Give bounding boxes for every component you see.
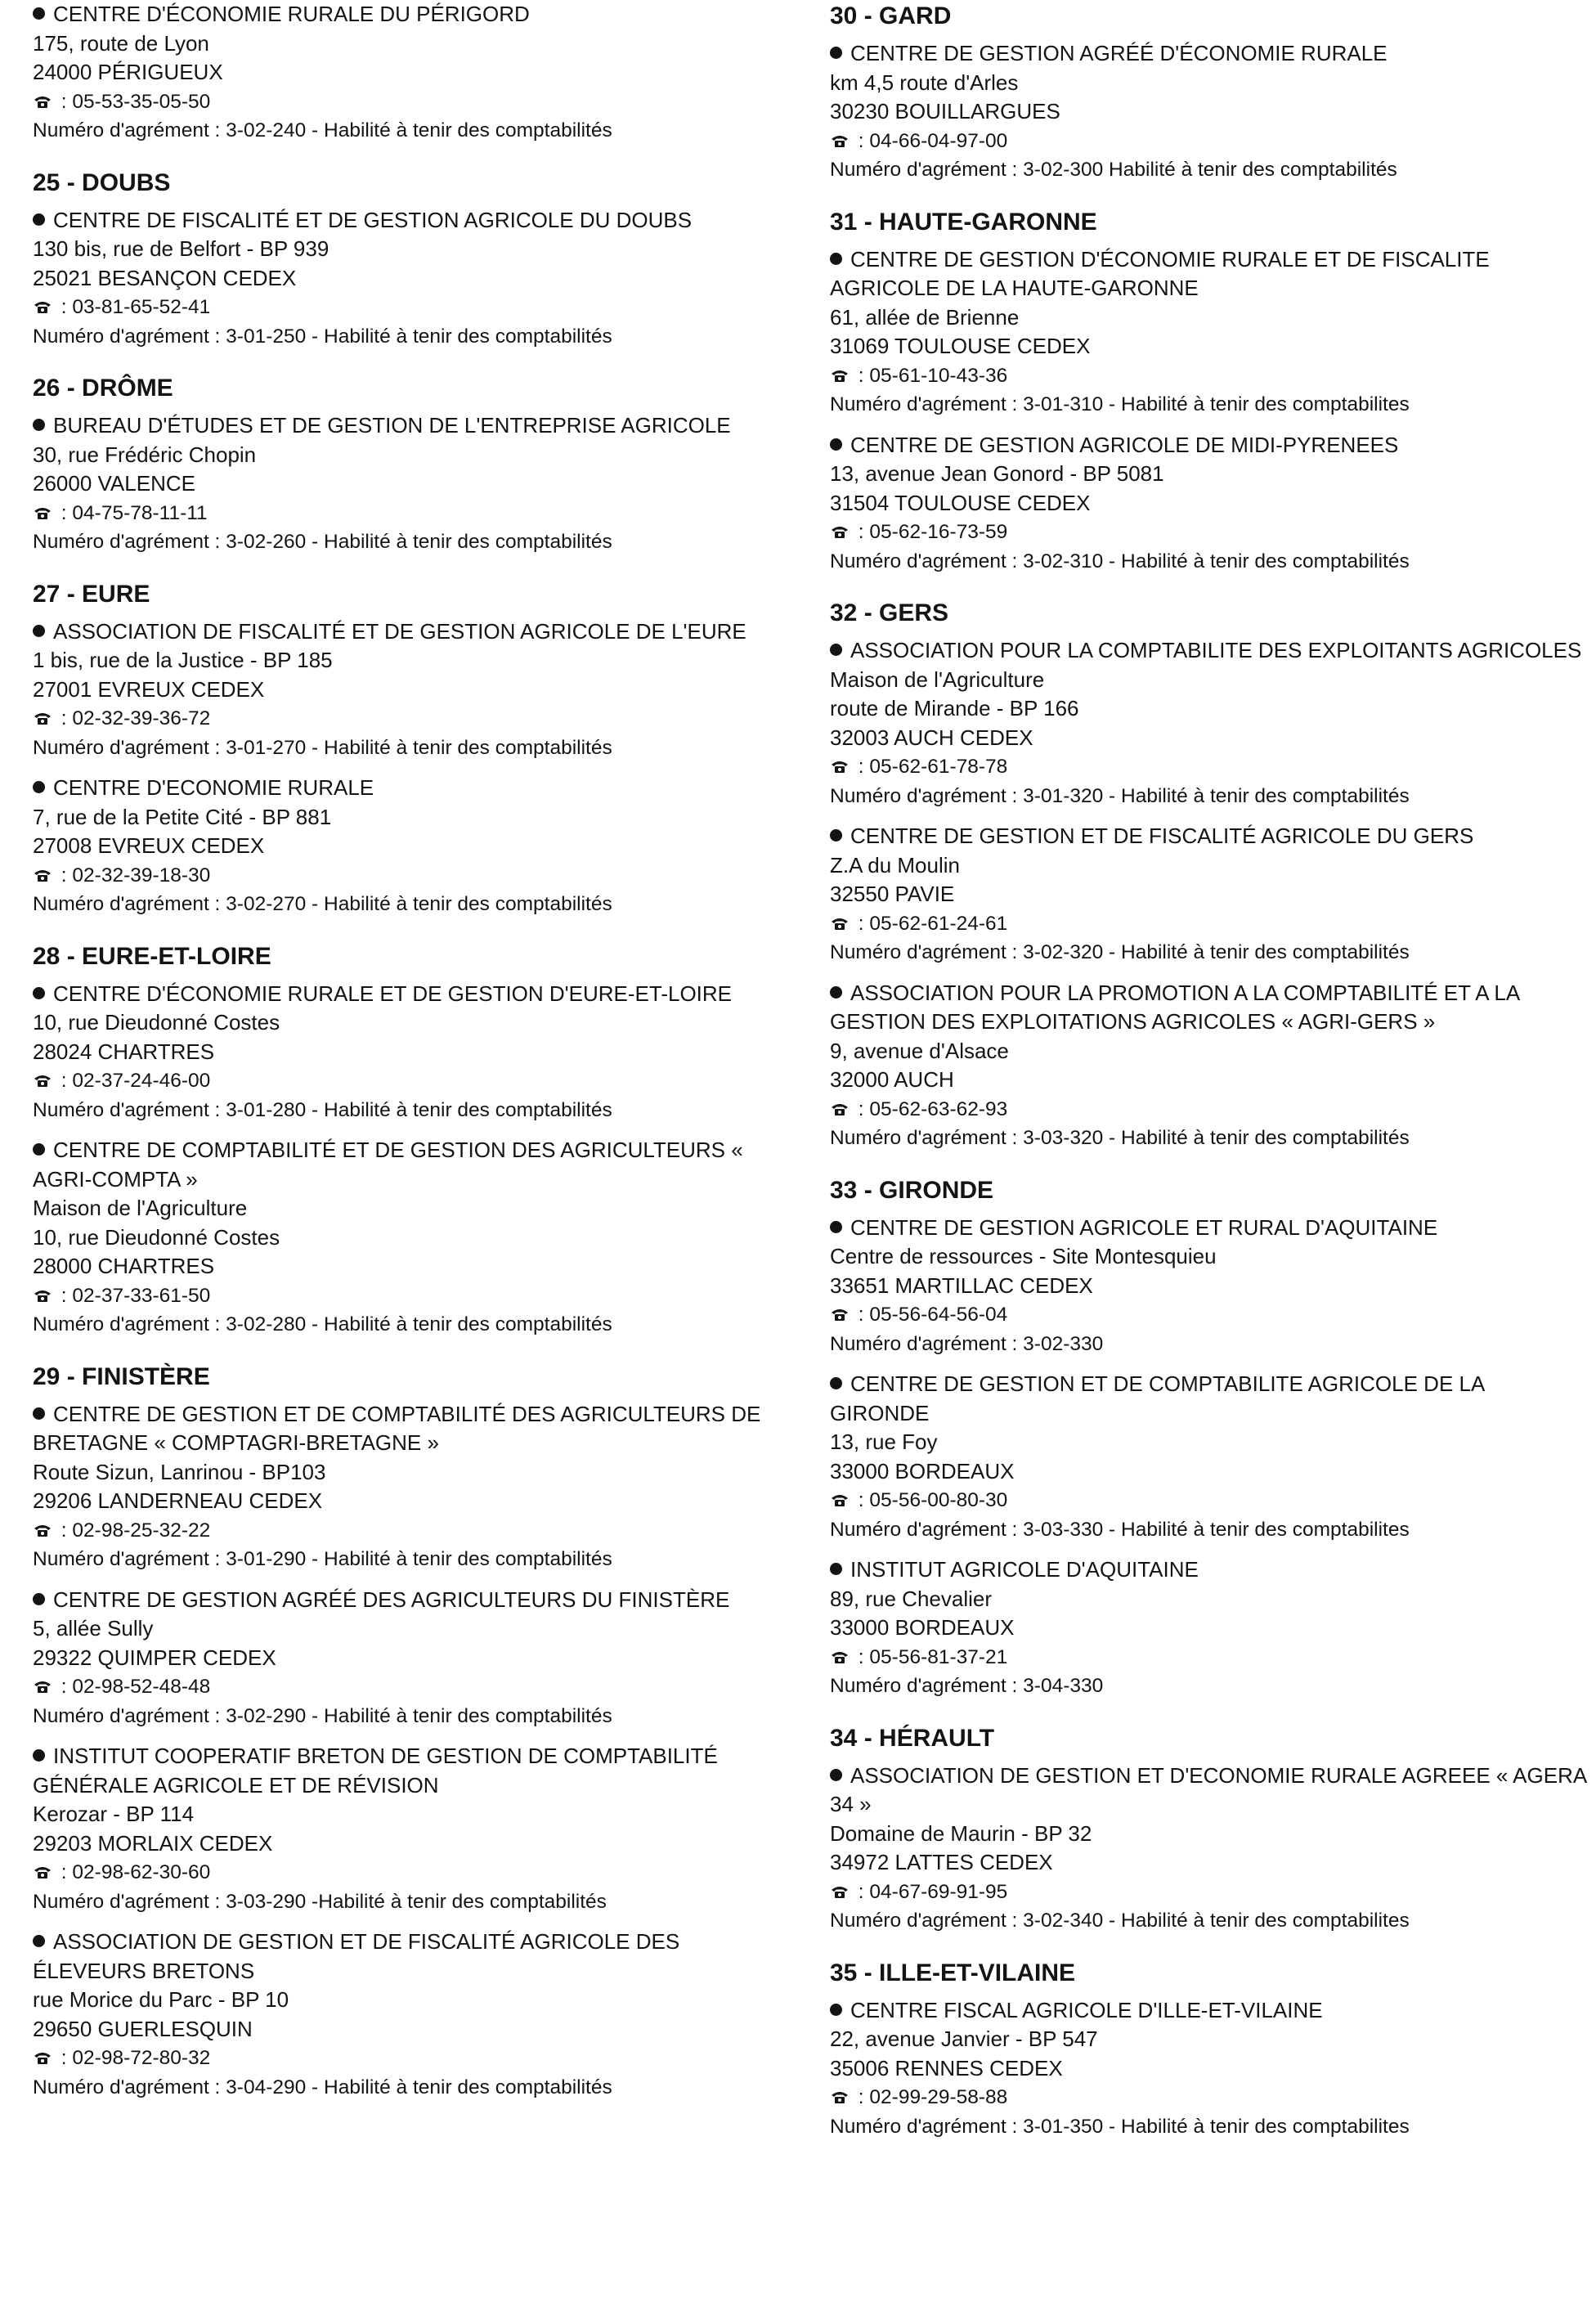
department-heading: 27 - EURE <box>33 580 150 608</box>
address-line: 175, route de Lyon <box>33 30 209 56</box>
telephone-icon <box>33 1865 52 1879</box>
organization-entry <box>33 411 797 557</box>
organization-entry <box>33 1136 797 1340</box>
address-line: 32000 AUCH <box>830 1067 954 1092</box>
telephone-icon <box>830 1493 850 1507</box>
organization-name-line <box>33 0 797 29</box>
organization-name: CENTRE D'ÉCONOMIE RURALE ET DE GESTION D'EURE-ET-LOIRE <box>53 981 733 1006</box>
organization-name-line <box>33 1742 797 1800</box>
phone-line <box>830 909 1586 939</box>
agrement-line: Numéro d'agrément : 3-02-240 - Habilité à tenir des comptabilités <box>33 119 612 141</box>
organization-entry <box>830 979 1586 1153</box>
organization-name: ASSOCIATION POUR LA PROMOTION A LA COMPTABILITÉ ET A LA GESTION DES EXPLOITATIONS AGRICOLES « AGRI-GERS » <box>830 980 1519 1034</box>
department-section <box>830 0 1586 185</box>
organization-entry <box>33 617 797 763</box>
agrement-line: Numéro d'agrément : 3-03-330 - Habilité à tenir des comptabilites <box>830 1518 1410 1541</box>
organization-name: ASSOCIATION POUR LA COMPTABILITE DES EXPLOITANTS AGRICOLES <box>850 638 1582 662</box>
address-line: 130 bis, rue de Belfort - BP 939 <box>33 236 330 261</box>
organization-name: CENTRE DE GESTION AGRÉÉ DES AGRICULTEURS DU FINISTÈRE <box>53 1587 730 1612</box>
organization-name-line <box>830 979 1586 1037</box>
phone-number: : 02-98-52-48-48 <box>56 1676 211 1698</box>
organization-entry <box>33 774 797 919</box>
organization-entry <box>33 1928 797 2102</box>
organization-entry <box>33 1742 797 1916</box>
agrement-line: Numéro d'agrément : 3-04-290 - Habilité à tenir des comptabilités <box>33 2076 612 2098</box>
department-section <box>830 1174 1586 1701</box>
address-line: 25021 BESANÇON CEDEX <box>33 265 297 290</box>
phone-number: : 04-67-69-91-95 <box>853 1880 1008 1903</box>
agrement-line: Numéro d'agrément : 3-02-260 - Habilité à tenir des comptabilités <box>33 531 612 553</box>
organization-name: CENTRE FISCAL AGRICOLE D'ILLE-ET-VILAINE <box>850 1997 1323 2022</box>
organization-entry <box>830 1214 1586 1359</box>
bullet-icon <box>830 829 842 842</box>
bullet-icon <box>830 644 842 656</box>
phone-line <box>830 1486 1586 1515</box>
phone-line <box>33 499 797 528</box>
address-line: 33000 BORDEAUX <box>830 1458 1015 1483</box>
organization-name-line <box>830 1762 1586 1820</box>
department-heading: 31 - HAUTE-GARONNE <box>830 208 1097 236</box>
address-block <box>33 1008 797 1066</box>
organization-entry <box>33 980 797 1125</box>
department-section <box>33 578 797 919</box>
bullet-icon <box>830 1563 842 1575</box>
phone-line <box>830 1300 1586 1330</box>
address-block <box>830 1037 1586 1095</box>
telephone-icon <box>33 95 52 109</box>
address-line: 9, avenue d'Alsace <box>830 1038 1009 1063</box>
organization-name: INSTITUT AGRICOLE D'AQUITAINE <box>850 1557 1199 1582</box>
address-line: 29322 QUIMPER CEDEX <box>33 1645 276 1670</box>
phone-number: : 05-56-81-37-21 <box>853 1645 1008 1668</box>
address-block <box>830 851 1586 909</box>
organization-name: CENTRE D'ECONOMIE RURALE <box>53 775 374 800</box>
telephone-icon <box>830 525 850 539</box>
organization-entry <box>830 1762 1586 1936</box>
address-block <box>830 666 1586 753</box>
organization-name: BUREAU D'ÉTUDES ET DE GESTION DE L'ENTREPRISE AGRICOLE <box>53 413 731 438</box>
right-column <box>830 0 1586 2162</box>
address-line: 28000 CHARTRES <box>33 1254 215 1278</box>
agrement-line: Numéro d'agrément : 3-01-320 - Habilité à tenir des comptabilités <box>830 784 1410 807</box>
organization-name: ASSOCIATION DE GESTION ET D'ECONOMIE RURALE AGREEE « AGERA 34 » <box>830 1762 1586 1816</box>
address-line: 31504 TOULOUSE CEDEX <box>830 490 1091 515</box>
address-block <box>33 1986 797 2044</box>
phone-line <box>33 1066 797 1096</box>
department-section <box>830 206 1586 577</box>
department-heading: 30 - GARD <box>830 2 952 29</box>
organization-name: CENTRE DE FISCALITÉ ET DE GESTION AGRICOLE DU DOUBS <box>53 207 693 232</box>
department-section <box>33 0 797 146</box>
bullet-icon <box>830 2004 842 2016</box>
address-line: 33651 MARTILLAC CEDEX <box>830 1272 1093 1298</box>
address-block <box>830 1585 1586 1643</box>
address-line: 10, rue Dieudonné Costes <box>33 1224 280 1250</box>
address-line: 30, rue Frédéric Chopin <box>33 442 257 467</box>
department-heading: 29 - FINISTÈRE <box>33 1362 210 1390</box>
phone-line <box>830 1095 1586 1124</box>
address-line: Maison de l'Agriculture <box>830 667 1045 692</box>
department-heading: 25 - DOUBS <box>33 168 171 196</box>
phone-line <box>33 1672 797 1702</box>
organization-name: CENTRE DE GESTION ET DE COMPTABILITE AGRICOLE DE LA GIRONDE <box>830 1371 1484 1425</box>
address-line: 26000 VALENCE <box>33 471 195 496</box>
address-line: 10, rue Dieudonné Costes <box>33 1010 280 1035</box>
address-block <box>33 441 797 499</box>
address-line: 61, allée de Brienne <box>830 304 1020 330</box>
phone-number: : 05-62-16-73-59 <box>853 521 1008 543</box>
bullet-icon <box>33 1143 45 1156</box>
organization-entry <box>830 1370 1586 1544</box>
organization-entry <box>830 1555 1586 1701</box>
organization-name: CENTRE D'ÉCONOMIE RURALE DU PÉRIGORD <box>53 2 530 26</box>
address-line: 27008 EVREUX CEDEX <box>33 833 265 858</box>
agrement-line: Numéro d'agrément : 3-02-330 <box>830 1332 1104 1355</box>
phone-number: : 05-53-35-05-50 <box>56 90 211 113</box>
left-column <box>33 0 797 2123</box>
address-line: route de Mirande - BP 166 <box>830 696 1079 720</box>
department-heading: 33 - GIRONDE <box>830 1176 994 1204</box>
address-line: 35006 RENNES CEDEX <box>830 2055 1063 2080</box>
organization-name: ASSOCIATION DE FISCALITÉ ET DE GESTION AGRICOLE DE L'EURE <box>53 618 746 644</box>
phone-number: : 05-62-63-62-93 <box>853 1097 1008 1120</box>
phone-line <box>33 1858 797 1887</box>
department-heading: 28 - EURE-ET-LOIRE <box>33 942 271 970</box>
organization-name: CENTRE DE GESTION ET DE FISCALITÉ AGRICOLE DU GERS <box>850 824 1474 848</box>
organization-entry <box>33 0 797 146</box>
address-block <box>33 235 797 293</box>
agrement-line: Numéro d'agrément : 3-01-350 - Habilité à tenir des comptabilites <box>830 2115 1410 2138</box>
agrement-line: Numéro d'agrément : 3-03-320 - Habilité à tenir des comptabilités <box>830 1127 1410 1149</box>
agrement-line: Numéro d'agrément : 3-02-310 - Habilité à tenir des comptabilités <box>830 550 1410 572</box>
telephone-icon <box>830 917 850 931</box>
department-section <box>33 167 797 352</box>
agrement-line: Numéro d'agrément : 3-03-290 -Habilité à tenir des comptabilités <box>33 1890 607 1913</box>
organization-name: CENTRE DE GESTION AGRICOLE ET RURAL D'AQUITAINE <box>850 1214 1438 1240</box>
phone-number: : 02-98-25-32-22 <box>56 1519 211 1542</box>
department-section <box>830 1957 1586 2142</box>
phone-number: : 02-99-29-58-88 <box>853 2086 1008 2108</box>
organization-entry <box>33 1586 797 1731</box>
department-heading: 35 - ILLE-ET-VILAINE <box>830 1959 1076 1986</box>
address-line: 31069 TOULOUSE CEDEX <box>830 334 1091 358</box>
address-block <box>830 1428 1586 1486</box>
bullet-icon <box>33 987 45 999</box>
organization-name-line <box>33 1400 797 1458</box>
telephone-icon <box>33 868 52 882</box>
address-line: 28024 CHARTRES <box>33 1039 215 1064</box>
address-line: km 4,5 route d'Arles <box>830 70 1019 95</box>
organization-entry <box>830 636 1586 810</box>
telephone-icon <box>33 711 52 725</box>
address-line: 30230 BOUILLARGUES <box>830 99 1060 123</box>
address-line: 22, avenue Janvier - BP 547 <box>830 2026 1098 2051</box>
address-line: 89, rue Chevalier <box>830 1586 992 1611</box>
phone-number: : 02-98-72-80-32 <box>56 2047 211 2069</box>
organization-name-line <box>33 980 797 1009</box>
organization-name-line <box>830 822 1586 851</box>
organization-name-line <box>830 39 1586 69</box>
bullet-icon <box>33 1935 45 1947</box>
organization-name-line <box>33 411 797 441</box>
address-block <box>33 1800 797 1858</box>
agrement-line: Numéro d'agrément : 3-02-320 - Habilité à tenir des comptabilités <box>830 941 1410 963</box>
department-section <box>33 372 797 557</box>
organization-entry <box>830 431 1586 577</box>
address-block <box>33 1614 797 1672</box>
organization-name: INSTITUT COOPERATIF BRETON DE GESTION DE COMPTABILITÉ GÉNÉRALE AGRICOLE ET DE RÉVISION <box>33 1744 718 1798</box>
agrement-line: Numéro d'agrément : 3-04-330 <box>830 1675 1104 1697</box>
telephone-icon <box>33 506 52 520</box>
address-line: 34972 LATTES CEDEX <box>830 1850 1053 1874</box>
department-heading: 34 - HÉRAULT <box>830 1724 995 1752</box>
phone-number: : 02-98-62-30-60 <box>56 1861 211 1883</box>
phone-number: : 05-62-61-24-61 <box>853 912 1008 935</box>
organization-name-line <box>33 617 797 647</box>
organization-name-line <box>830 245 1586 303</box>
organization-name-line <box>830 1370 1586 1428</box>
organization-name-line <box>830 431 1586 460</box>
address-line: Route Sizun, Lanrinou - BP103 <box>33 1459 326 1484</box>
organization-name-line <box>33 206 797 236</box>
address-line: 13, rue Foy <box>830 1430 938 1454</box>
phone-number: : 05-62-61-78-78 <box>853 756 1008 778</box>
address-line: 7, rue de la Petite Cité - BP 881 <box>33 804 332 829</box>
address-line: 29206 LANDERNEAU CEDEX <box>33 1488 323 1513</box>
phone-line <box>830 2083 1586 2112</box>
organization-entry <box>830 1996 1586 2142</box>
phone-number: : 02-37-33-61-50 <box>56 1284 211 1307</box>
agrement-line: Numéro d'agrément : 3-02-280 - Habilité à tenir des comptabilités <box>33 1313 612 1335</box>
department-heading: 32 - GERS <box>830 599 949 626</box>
phone-line <box>830 127 1586 156</box>
organization-name-line <box>33 1136 797 1194</box>
address-line: 27001 EVREUX CEDEX <box>33 676 265 702</box>
bullet-icon <box>33 1407 45 1420</box>
telephone-icon <box>33 300 52 314</box>
phone-line <box>33 704 797 734</box>
telephone-icon <box>830 1102 850 1116</box>
agrement-line: Numéro d'agrément : 3-01-290 - Habilité à tenir des comptabilités <box>33 1548 612 1570</box>
bullet-icon <box>830 438 842 451</box>
phone-line <box>33 2044 797 2073</box>
address-line: 33000 BORDEAUX <box>830 1615 1015 1640</box>
phone-line <box>830 1878 1586 1907</box>
organization-entry <box>830 39 1586 185</box>
address-block <box>830 1242 1586 1300</box>
telephone-icon <box>830 134 850 148</box>
bullet-icon <box>830 1769 842 1781</box>
address-line: 24000 PÉRIGUEUX <box>33 60 223 84</box>
telephone-icon <box>830 2090 850 2104</box>
address-block <box>33 29 797 88</box>
bullet-icon <box>33 213 45 226</box>
bullet-icon <box>33 781 45 793</box>
bullet-icon <box>830 986 842 999</box>
phone-line <box>33 293 797 322</box>
telephone-icon <box>33 1680 52 1694</box>
address-block <box>830 1820 1586 1878</box>
agrement-line: Numéro d'agrément : 3-02-340 - Habilité à tenir des comptabilites <box>830 1910 1410 1932</box>
organization-name-line <box>830 1996 1586 2026</box>
address-line: rue Morice du Parc - BP 10 <box>33 1987 289 2012</box>
department-section <box>830 1722 1586 1936</box>
organization-name-line <box>33 1586 797 1615</box>
address-line: 1 bis, rue de la Justice - BP 185 <box>33 648 333 672</box>
address-line: Domaine de Maurin - BP 32 <box>830 1820 1092 1846</box>
organization-entry <box>830 245 1586 420</box>
phone-line <box>33 88 797 117</box>
agrement-line: Numéro d'agrément : 3-01-250 - Habilité à tenir des comptabilités <box>33 325 612 348</box>
bullet-icon <box>33 1749 45 1762</box>
organization-name: CENTRE DE COMPTABILITÉ ET DE GESTION DES AGRICULTEURS « AGRI-COMPTA » <box>33 1138 743 1192</box>
phone-line <box>830 361 1586 391</box>
department-heading: 26 - DRÔME <box>33 375 173 402</box>
organization-name: CENTRE DE GESTION AGRICOLE DE MIDI-PYRENEES <box>850 432 1399 457</box>
organization-name: CENTRE DE GESTION D'ÉCONOMIE RURALE ET DE FISCALITE AGRICOLE DE LA HAUTE-GARONNE <box>830 246 1490 300</box>
organization-name-line <box>830 1214 1586 1243</box>
address-block <box>830 69 1586 127</box>
agrement-line: Numéro d'agrément : 3-02-290 - Habilité à tenir des comptabilités <box>33 1704 612 1727</box>
phone-number: : 04-75-78-11-11 <box>56 501 208 524</box>
telephone-icon <box>830 369 850 383</box>
phone-line <box>830 518 1586 547</box>
bullet-icon <box>33 625 45 637</box>
bullet-icon <box>830 47 842 59</box>
organization-name-line <box>830 636 1586 666</box>
bullet-icon <box>33 1593 45 1605</box>
organization-name: CENTRE DE GESTION AGRÉÉ D'ÉCONOMIE RURALE <box>850 41 1388 65</box>
phone-line <box>33 1281 797 1311</box>
phone-number: : 04-66-04-97-00 <box>853 129 1008 152</box>
telephone-icon <box>33 1289 52 1303</box>
address-line: 32003 AUCH CEDEX <box>830 725 1033 750</box>
telephone-icon <box>830 760 850 774</box>
address-block <box>33 1194 797 1281</box>
agrement-line: Numéro d'agrément : 3-01-270 - Habilité à tenir des comptabilités <box>33 736 612 759</box>
phone-number: : 03-81-65-52-41 <box>56 296 211 318</box>
address-line: 5, allée Sully <box>33 1616 154 1640</box>
phone-line <box>33 861 797 891</box>
telephone-icon <box>33 2051 52 2065</box>
address-block <box>830 2025 1586 2083</box>
address-line: 29650 GUERLESQUIN <box>33 2016 253 2041</box>
telephone-icon <box>33 1074 52 1088</box>
address-block <box>33 646 797 704</box>
agrement-line: Numéro d'agrément : 3-02-270 - Habilité à tenir des comptabilités <box>33 893 612 915</box>
phone-number: : 05-56-00-80-30 <box>853 1489 1008 1511</box>
organization-name-line <box>33 1928 797 1986</box>
address-block <box>830 460 1586 518</box>
address-line: 13, avenue Jean Gonord - BP 5081 <box>830 461 1164 486</box>
agrement-line: Numéro d'agrément : 3-01-280 - Habilité à tenir des comptabilités <box>33 1098 612 1121</box>
phone-number: : 05-56-64-56-04 <box>853 1304 1008 1326</box>
address-line: Maison de l'Agriculture <box>33 1196 248 1220</box>
department-section <box>33 940 797 1340</box>
address-block <box>33 803 797 861</box>
organization-entry <box>830 822 1586 967</box>
phone-line <box>830 752 1586 782</box>
address-block <box>33 1458 797 1516</box>
phone-number: : 02-32-39-18-30 <box>56 864 211 886</box>
bullet-icon <box>830 1377 842 1389</box>
department-section <box>33 1361 797 2103</box>
organization-name-line <box>33 774 797 803</box>
phone-number: : 05-61-10-43-36 <box>853 364 1008 387</box>
phone-line <box>830 1643 1586 1672</box>
address-line: 29203 MORLAIX CEDEX <box>33 1830 273 1856</box>
phone-number: : 02-37-24-46-00 <box>56 1070 211 1092</box>
address-line: Z.A du Moulin <box>830 852 960 877</box>
agrement-line: Numéro d'agrément : 3-02-300 Habilité à tenir des comptabilités <box>830 159 1397 181</box>
phone-line <box>33 1516 797 1546</box>
bullet-icon <box>33 419 45 431</box>
address-block <box>830 303 1586 361</box>
telephone-icon <box>830 1885 850 1899</box>
agrement-line: Numéro d'agrément : 3-01-310 - Habilité à tenir des comptabilites <box>830 393 1410 415</box>
department-section <box>830 597 1586 1153</box>
bullet-icon <box>830 253 842 265</box>
telephone-icon <box>830 1308 850 1322</box>
organization-name: CENTRE DE GESTION ET DE COMPTABILITÉ DES AGRICULTEURS DE BRETAGNE « COMPTAGRI-BRETAGNE » <box>33 1401 761 1455</box>
organization-name-line <box>830 1555 1586 1585</box>
organization-entry <box>33 206 797 352</box>
phone-number: : 02-32-39-36-72 <box>56 707 211 729</box>
organization-entry <box>33 1400 797 1574</box>
telephone-icon <box>830 1650 850 1664</box>
bullet-icon <box>33 7 45 20</box>
address-line: Kerozar - BP 114 <box>33 1802 195 1826</box>
address-line: Centre de ressources - Site Montesquieu <box>830 1244 1217 1268</box>
address-line: 32550 PAVIE <box>830 882 955 906</box>
telephone-icon <box>33 1524 52 1537</box>
bullet-icon <box>830 1221 842 1233</box>
organization-name: ASSOCIATION DE GESTION ET DE FISCALITÉ AGRICOLE DES ÉLEVEURS BRETONS <box>33 1929 680 1983</box>
